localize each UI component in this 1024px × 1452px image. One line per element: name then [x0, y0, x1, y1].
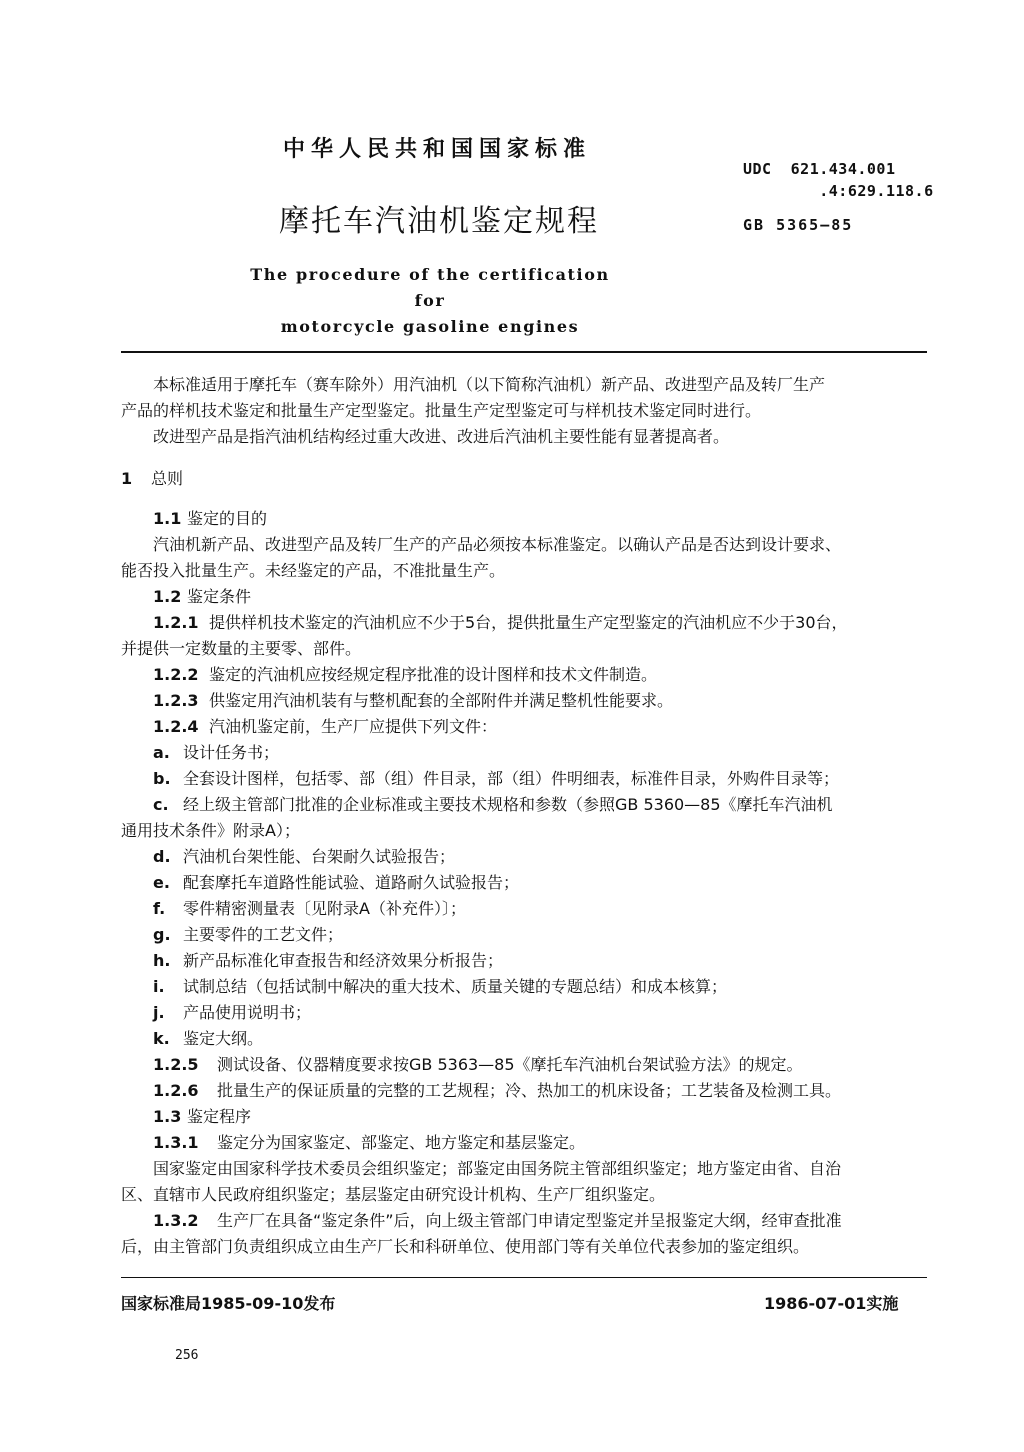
list-item: [121, 870, 937, 896]
english-title-line-1: The procedure of the certification for: [250, 265, 610, 310]
clause-number: 1.2.5: [153, 1055, 199, 1074]
intro-paragraph-line: 改进型产品是指汽油机结构经过重大改进、改进后汽油机主要性能有显著提高者。: [153, 427, 730, 446]
list-item: [121, 948, 937, 974]
list-text: 设计任务书；: [183, 743, 280, 762]
list-item: [121, 740, 937, 766]
list-key: a.: [153, 743, 170, 762]
clause-1-2-6: [121, 1078, 937, 1104]
page-number: 256: [175, 1348, 199, 1363]
clause-1-3-1: [121, 1130, 937, 1156]
clause-number: 1.2.6: [153, 1081, 199, 1100]
list-key: b.: [153, 769, 171, 788]
clause-text: 批量生产的保证质量的完整的工艺规程；冷、热加工的机床设备；工艺装备及检测工具。: [217, 1081, 842, 1100]
clause-1-3-2: [121, 1208, 937, 1234]
list-key: i.: [153, 977, 165, 996]
clause-number: 1.2.2: [153, 665, 199, 684]
clause-text: 提供样机技术鉴定的汽油机应不少于5台，提供批量生产定型鉴定的汽油机应不少于30台，: [209, 613, 848, 632]
list-text: 全套设计图样，包括零、部（组）件目录，部（组）件明细表，标准件目录，外购件目录等；: [183, 769, 840, 788]
clause-text: 供鉴定用汽油机装有与整机配套的全部附件并满足整机性能要求。: [209, 691, 674, 710]
list-key: j.: [153, 1003, 165, 1022]
section-number: 1: [121, 469, 133, 488]
paragraph-line: 国家鉴定由国家科学技术委员会组织鉴定；部鉴定由国务院主管部组织鉴定；地方鉴定由省、自治: [153, 1159, 842, 1178]
section-1-heading: [121, 466, 937, 492]
clause-number: 1.1: [153, 509, 182, 528]
list-item-continuation: 通用技术条件》附录A）；: [121, 821, 300, 840]
english-title-line-2: motorcycle gasoline engines: [280, 317, 580, 336]
clause-number: 1.3: [153, 1107, 182, 1126]
list-key: g.: [153, 925, 171, 944]
udc-code: [743, 158, 934, 202]
clause-text: 鉴定的汽油机应按经规定程序批准的设计图样和技术文件制造。: [209, 665, 658, 684]
list-item: [121, 974, 937, 1000]
clause-1-2-4: [121, 714, 937, 740]
list-item: [121, 1000, 937, 1026]
clause-text: 测试设备、仪器精度要求按GB 5363—85《摩托车汽油机台架试验方法》的规定。: [217, 1055, 803, 1074]
list-text: 零件精密测量表〔见附录A（补充件）〕；: [183, 899, 466, 918]
paragraph-line: 后，由主管部门负责组织成立由生产厂长和科研单位、使用部门等有关单位代表参加的鉴定组织。: [121, 1237, 810, 1256]
list-item: [121, 766, 937, 792]
clause-number: 1.2.3: [153, 691, 199, 710]
standard-title-english: [240, 262, 620, 340]
list-key: k.: [153, 1029, 170, 1048]
list-item: [121, 922, 937, 948]
list-key: f.: [153, 899, 166, 918]
udc-line-2: .4:629.118.6: [743, 182, 934, 200]
clause-title: 鉴定程序: [187, 1107, 252, 1126]
clause-title: 鉴定的目的: [187, 509, 268, 528]
list-text: 配套摩托车道路性能试验、道路耐久试验报告；: [183, 873, 520, 892]
intro-paragraph-line: 本标准适用于摩托车（赛车除外）用汽油机（以下简称汽油机）新产品、改进型产品及转厂生产: [153, 375, 826, 394]
clause-text: 汽油机鉴定前，生产厂应提供下列文件：: [209, 717, 498, 736]
clause-1-2-1: [121, 610, 937, 636]
paragraph-line: 并提供一定数量的主要零、部件。: [121, 639, 362, 658]
footer-divider: [121, 1277, 927, 1278]
section-1-3-heading: [121, 1104, 937, 1130]
list-key: h.: [153, 951, 171, 970]
clause-1-2-3: [121, 688, 937, 714]
list-text: 汽油机台架性能、台架耐久试验报告；: [183, 847, 456, 866]
clause-1-2-5: [121, 1052, 937, 1078]
effective-date: 1986-07-01实施: [764, 1294, 899, 1313]
standard-org-heading: 中华人民共和国国家标准: [283, 137, 592, 162]
list-item: [121, 896, 937, 922]
clause-1-2-2: [121, 662, 937, 688]
paragraph-line: 区、直辖市人民政府组织鉴定；基层鉴定由研究设计机构、生产厂组织鉴定。: [121, 1185, 666, 1204]
section-title: 总则: [151, 469, 184, 488]
list-text: 试制总结（包括试制中解决的重大技术、质量关键的专题总结）和成本核算；: [183, 977, 728, 996]
issue-date: 国家标准局1985-09-10发布: [121, 1294, 336, 1313]
list-key: c.: [153, 795, 169, 814]
clause-number: 1.2: [153, 587, 182, 606]
list-key: e.: [153, 873, 170, 892]
paragraph-line: 能否投入批量生产。未经鉴定的产品，不准批量生产。: [121, 561, 506, 580]
gb-number: GB 5365—85: [743, 216, 854, 234]
list-text: 经上级主管部门批准的企业标准或主要技术规格和参数（参照GB 5360—85《摩托车汽油机: [183, 795, 833, 814]
udc-line-1: UDC 621.434.001: [743, 160, 896, 178]
document-body: [121, 372, 937, 1260]
list-text: 产品使用说明书；: [183, 1003, 312, 1022]
section-1-2-heading: [121, 584, 937, 610]
list-text: 新产品标准化审查报告和经济效果分析报告；: [183, 951, 504, 970]
section-1-1-heading: [121, 506, 937, 532]
clause-text: 鉴定分为国家鉴定、部鉴定、地方鉴定和基层鉴定。: [217, 1133, 586, 1152]
paragraph-line: 汽油机新产品、改进型产品及转厂生产的产品必须按本标准鉴定。以确认产品是否达到设计要求、: [153, 535, 842, 554]
header-divider: [121, 351, 927, 353]
list-text: 鉴定大纲。: [183, 1029, 264, 1048]
clause-number: 1.2.1: [153, 613, 199, 632]
list-item: [121, 1026, 937, 1052]
list-item: [121, 792, 937, 818]
intro-paragraph-line: 产品的样机技术鉴定和批量生产定型鉴定。批量生产定型鉴定可与样机技术鉴定同时进行。: [121, 401, 762, 420]
clause-number: 1.2.4: [153, 717, 199, 736]
clause-text: 生产厂在具备“鉴定条件”后，向上级主管部门申请定型鉴定并呈报鉴定大纲，经审查批准: [217, 1211, 842, 1230]
list-item: [121, 844, 937, 870]
standard-title: 摩托车汽油机鉴定规程: [279, 204, 599, 239]
clause-title: 鉴定条件: [187, 587, 252, 606]
clause-number: 1.3.1: [153, 1133, 199, 1152]
list-key: d.: [153, 847, 171, 866]
list-text: 主要零件的工艺文件；: [183, 925, 344, 944]
clause-number: 1.3.2: [153, 1211, 199, 1230]
